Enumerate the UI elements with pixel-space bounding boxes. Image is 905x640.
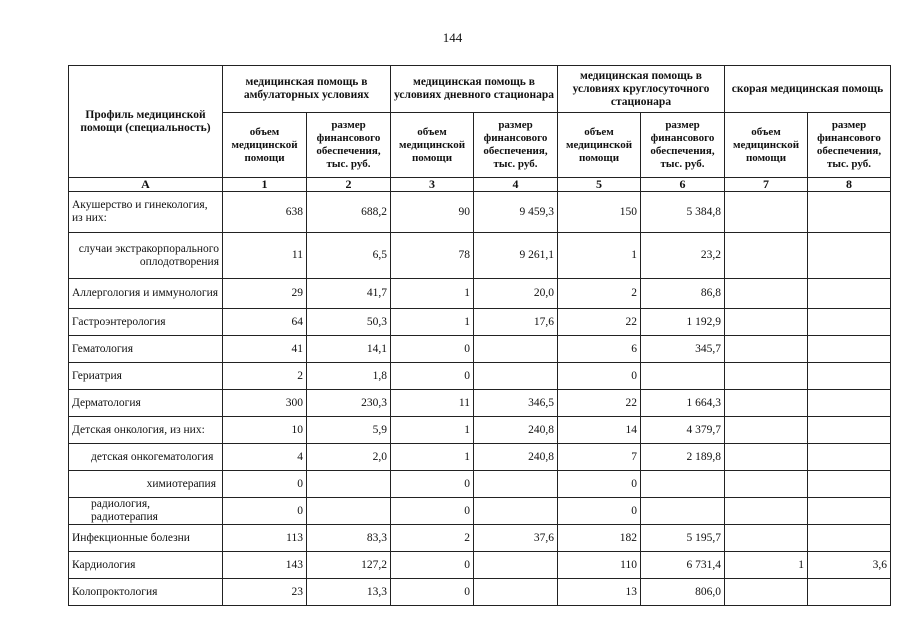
column-number: 1 bbox=[223, 178, 307, 192]
cell-volume: 0 bbox=[223, 471, 307, 498]
cell-finance bbox=[808, 417, 891, 444]
cell-finance bbox=[808, 336, 891, 363]
cell-volume: 0 bbox=[391, 336, 474, 363]
row-profile-name: химиотерапия bbox=[69, 471, 223, 498]
table-row bbox=[69, 279, 891, 309]
table-row bbox=[69, 498, 891, 525]
cell-volume bbox=[725, 309, 808, 336]
table-row bbox=[69, 192, 891, 233]
cell-volume: 22 bbox=[558, 390, 641, 417]
cell-finance: 5,9 bbox=[307, 417, 391, 444]
table-row bbox=[69, 525, 891, 552]
cell-volume: 41 bbox=[223, 336, 307, 363]
cell-finance bbox=[474, 471, 558, 498]
cell-finance: 5 384,8 bbox=[641, 192, 725, 233]
cell-volume: 150 bbox=[558, 192, 641, 233]
cell-volume bbox=[725, 525, 808, 552]
cell-finance bbox=[808, 444, 891, 471]
column-number-row bbox=[69, 178, 891, 192]
group-header-ambulatory: медицинская помощь в амбулаторных условиях bbox=[223, 66, 391, 113]
cell-finance bbox=[808, 363, 891, 390]
cell-volume: 0 bbox=[391, 471, 474, 498]
cell-volume: 7 bbox=[558, 444, 641, 471]
sub-header-volume: объем медицинской помощи bbox=[725, 113, 808, 178]
cell-finance bbox=[474, 552, 558, 579]
cell-volume bbox=[725, 233, 808, 279]
row-profile-name: Гематология bbox=[69, 336, 223, 363]
sub-header-finance: размер финансового обеспечения, тыс. руб. bbox=[808, 113, 891, 178]
cell-volume: 0 bbox=[223, 498, 307, 525]
cell-volume: 11 bbox=[391, 390, 474, 417]
cell-finance bbox=[641, 363, 725, 390]
cell-volume: 1 bbox=[391, 444, 474, 471]
cell-volume: 13 bbox=[558, 579, 641, 606]
cell-finance bbox=[474, 363, 558, 390]
cell-finance: 41,7 bbox=[307, 279, 391, 309]
cell-finance: 14,1 bbox=[307, 336, 391, 363]
cell-volume: 0 bbox=[391, 579, 474, 606]
cell-volume: 11 bbox=[223, 233, 307, 279]
cell-finance: 13,3 bbox=[307, 579, 391, 606]
table-row bbox=[69, 390, 891, 417]
row-profile-name: радиология, радиотерапия bbox=[69, 498, 223, 525]
cell-finance bbox=[808, 579, 891, 606]
cell-volume: 29 bbox=[223, 279, 307, 309]
cell-finance: 50,3 bbox=[307, 309, 391, 336]
cell-volume: 90 bbox=[391, 192, 474, 233]
cell-finance: 83,3 bbox=[307, 525, 391, 552]
cell-volume: 300 bbox=[223, 390, 307, 417]
cell-volume: 143 bbox=[223, 552, 307, 579]
cell-volume: 0 bbox=[391, 552, 474, 579]
row-profile-name: Гериатрия bbox=[69, 363, 223, 390]
column-number: 4 bbox=[474, 178, 558, 192]
row-profile-name: Колопроктология bbox=[69, 579, 223, 606]
table-row bbox=[69, 233, 891, 279]
cell-finance: 127,2 bbox=[307, 552, 391, 579]
table-row bbox=[69, 417, 891, 444]
table-row bbox=[69, 309, 891, 336]
cell-finance: 23,2 bbox=[641, 233, 725, 279]
row-profile-name: Аллергология и иммунология bbox=[69, 279, 223, 309]
cell-finance bbox=[307, 498, 391, 525]
cell-volume: 2 bbox=[391, 525, 474, 552]
cell-finance: 806,0 bbox=[641, 579, 725, 606]
cell-finance bbox=[808, 390, 891, 417]
cell-finance: 345,7 bbox=[641, 336, 725, 363]
cell-finance bbox=[808, 279, 891, 309]
sub-header-volume: объем медицинской помощи bbox=[558, 113, 641, 178]
cell-finance bbox=[808, 309, 891, 336]
page-number: 144 bbox=[442, 30, 463, 45]
cell-finance: 6 731,4 bbox=[641, 552, 725, 579]
cell-volume: 6 bbox=[558, 336, 641, 363]
cell-volume bbox=[725, 444, 808, 471]
cell-finance: 3,6 bbox=[808, 552, 891, 579]
cell-finance: 240,8 bbox=[474, 444, 558, 471]
cell-volume: 1 bbox=[558, 233, 641, 279]
column-number: 2 bbox=[307, 178, 391, 192]
cell-volume: 0 bbox=[391, 498, 474, 525]
medical-care-table bbox=[68, 65, 891, 606]
row-profile-name: Кардиология bbox=[69, 552, 223, 579]
sub-header-finance: размер финансового обеспечения, тыс. руб. bbox=[474, 113, 558, 178]
cell-volume bbox=[725, 471, 808, 498]
cell-volume: 2 bbox=[223, 363, 307, 390]
cell-finance: 1 192,9 bbox=[641, 309, 725, 336]
table-row bbox=[69, 363, 891, 390]
cell-finance: 240,8 bbox=[474, 417, 558, 444]
cell-finance bbox=[808, 498, 891, 525]
cell-volume: 0 bbox=[558, 471, 641, 498]
row-profile-name: Гастроэнтерология bbox=[69, 309, 223, 336]
cell-volume: 1 bbox=[391, 279, 474, 309]
cell-finance bbox=[808, 471, 891, 498]
sub-header-volume: объем медицинской помощи bbox=[223, 113, 307, 178]
cell-volume: 4 bbox=[223, 444, 307, 471]
cell-volume: 1 bbox=[391, 417, 474, 444]
cell-finance bbox=[641, 471, 725, 498]
column-number: 3 bbox=[391, 178, 474, 192]
sub-header-volume: объем медицинской помощи bbox=[391, 113, 474, 178]
cell-volume bbox=[725, 498, 808, 525]
group-header-day-hospital: медицинская помощь в условиях дневного стационара bbox=[391, 66, 558, 113]
cell-volume: 78 bbox=[391, 233, 474, 279]
profile-header: Профиль медицинской помощи (специальность) bbox=[69, 66, 223, 178]
cell-finance bbox=[474, 336, 558, 363]
cell-finance: 230,3 bbox=[307, 390, 391, 417]
cell-volume bbox=[725, 390, 808, 417]
cell-volume: 110 bbox=[558, 552, 641, 579]
table-body bbox=[69, 192, 891, 606]
cell-volume: 0 bbox=[558, 498, 641, 525]
cell-finance: 1,8 bbox=[307, 363, 391, 390]
cell-volume: 0 bbox=[391, 363, 474, 390]
cell-finance: 4 379,7 bbox=[641, 417, 725, 444]
cell-volume: 14 bbox=[558, 417, 641, 444]
row-profile-name: Акушерство и гинекология, из них: bbox=[69, 192, 223, 233]
cell-finance: 17,6 bbox=[474, 309, 558, 336]
cell-finance bbox=[641, 498, 725, 525]
cell-finance bbox=[808, 192, 891, 233]
cell-finance bbox=[474, 498, 558, 525]
cell-finance: 9 459,3 bbox=[474, 192, 558, 233]
cell-volume bbox=[725, 417, 808, 444]
cell-volume: 23 bbox=[223, 579, 307, 606]
cell-finance: 2 189,8 bbox=[641, 444, 725, 471]
cell-volume: 1 bbox=[391, 309, 474, 336]
cell-volume: 0 bbox=[558, 363, 641, 390]
cell-finance: 20,0 bbox=[474, 279, 558, 309]
cell-finance: 6,5 bbox=[307, 233, 391, 279]
row-profile-name: случаи экстракорпорального оплодотворения bbox=[69, 233, 223, 279]
cell-finance: 9 261,1 bbox=[474, 233, 558, 279]
row-profile-name: Инфекционные болезни bbox=[69, 525, 223, 552]
cell-finance: 688,2 bbox=[307, 192, 391, 233]
cell-volume bbox=[725, 192, 808, 233]
cell-finance bbox=[808, 525, 891, 552]
cell-finance: 346,5 bbox=[474, 390, 558, 417]
sub-header-finance: размер финансового обеспечения, тыс. руб. bbox=[307, 113, 391, 178]
column-number: 6 bbox=[641, 178, 725, 192]
table-row bbox=[69, 471, 891, 498]
column-number: 8 bbox=[808, 178, 891, 192]
row-profile-name: детская онкогематология bbox=[69, 444, 223, 471]
table-row bbox=[69, 579, 891, 606]
row-profile-name: Дерматология bbox=[69, 390, 223, 417]
table-row bbox=[69, 552, 891, 579]
row-profile-name: Детская онкология, из них: bbox=[69, 417, 223, 444]
cell-finance bbox=[808, 233, 891, 279]
cell-finance: 1 664,3 bbox=[641, 390, 725, 417]
cell-finance bbox=[474, 579, 558, 606]
cell-volume: 64 bbox=[223, 309, 307, 336]
cell-volume: 638 bbox=[223, 192, 307, 233]
table-row bbox=[69, 444, 891, 471]
column-number: 7 bbox=[725, 178, 808, 192]
column-number: 5 bbox=[558, 178, 641, 192]
cell-volume: 1 bbox=[725, 552, 808, 579]
cell-volume bbox=[725, 363, 808, 390]
cell-volume bbox=[725, 279, 808, 309]
cell-finance: 5 195,7 bbox=[641, 525, 725, 552]
cell-finance bbox=[307, 471, 391, 498]
cell-volume bbox=[725, 336, 808, 363]
group-header-ambulance: скорая медицинская помощь bbox=[725, 66, 891, 113]
cell-volume: 22 bbox=[558, 309, 641, 336]
cell-finance: 2,0 bbox=[307, 444, 391, 471]
cell-volume: 10 bbox=[223, 417, 307, 444]
column-number: А bbox=[69, 178, 223, 192]
cell-volume: 2 bbox=[558, 279, 641, 309]
sub-header-finance: размер финансового обеспечения, тыс. руб. bbox=[641, 113, 725, 178]
header-group-row bbox=[69, 66, 891, 113]
cell-volume bbox=[725, 579, 808, 606]
cell-volume: 182 bbox=[558, 525, 641, 552]
group-header-round-clock-hospital: медицинская помощь в условиях круглосуточного стационара bbox=[558, 66, 725, 113]
table-row bbox=[69, 336, 891, 363]
cell-finance: 37,6 bbox=[474, 525, 558, 552]
cell-finance: 86,8 bbox=[641, 279, 725, 309]
cell-volume: 113 bbox=[223, 525, 307, 552]
